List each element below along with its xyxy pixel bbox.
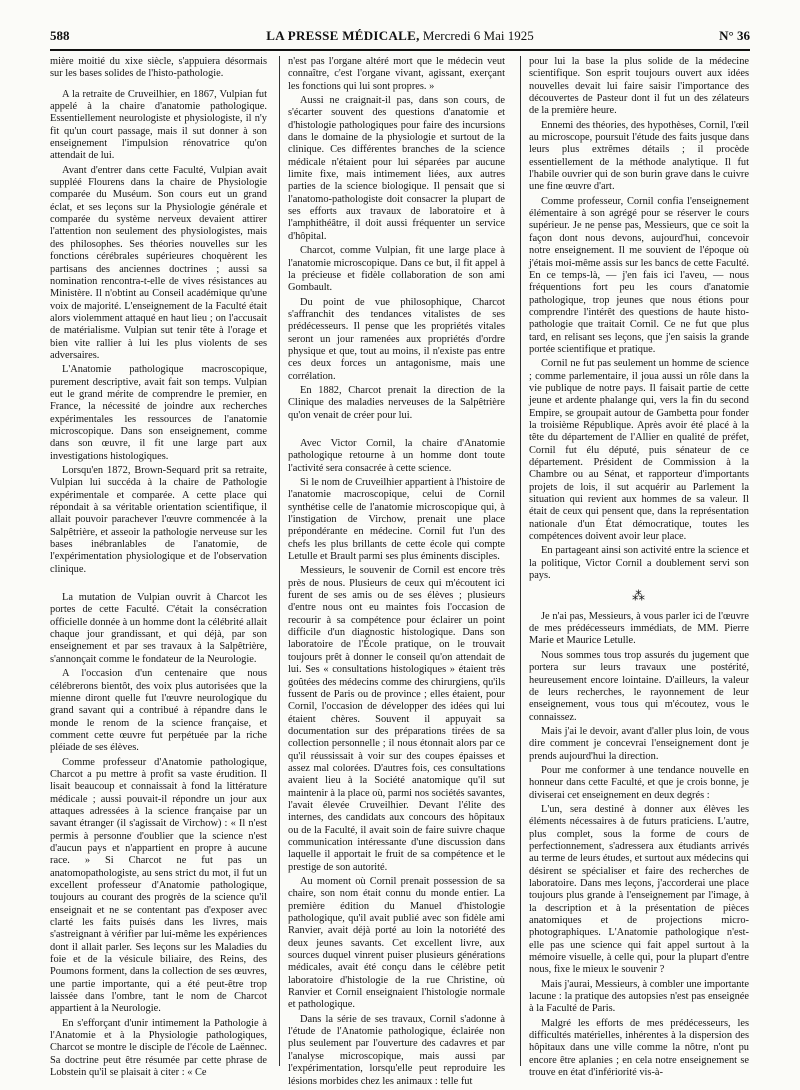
paragraph: Comme professeur, Cornil confia l'enseignement élémentaire à son agrégé pour se réserver le cours supérieur. Je ne pense pas, Messieurs, que ce soit la façon dont nous devons, aujourd'hui, concevoir notre enseignement. Il me souvient de l'époque où j'étais moi-même assis sur les bancs de cette Faculté. En ce temps-là, — j'en fais ici l'aveu, — nous fréquentions fort peu les cours d'anatomie pathologique, trop jeunes que nous étions pour comprendre l'intérêt des questions de haute histo-pathologie que traitait Cornil. Ce ne fut que plus tard, en relisant ses leçons, que j'en saisis la grande portée scientifique et pratique.	[529, 195, 749, 355]
paragraph: L'un, sera destiné à donner aux élèves les éléments nécessaires à de futurs praticiens. L'autre, plus complet, sous la forme de cours de perfectionnement, s'adressera aux étudiants arrivés au terme de leurs études, et surtout aux médecins qui désirent se spécialiser et faire des recherches de laboratoire. Dans mes leçons, j'accorderai une place toujours plus grande à l'enseignement par l'image, à la description et à la présentation de pièces anatomiques et de projections micro-photographiques. L'Anatomie pathologique n'est-elle pas une science qui fait appel surtout à la mémoire visuelle, à celle qui, pour la plupart d'entre nous, fixe le mieux le souvenir ?	[529, 803, 749, 976]
paragraph: Charcot, comme Vulpian, fit une large place à l'anatomie microscopique. Dans ce but, il fit appel à la précieuse et fidèle collaboration de son ami Gombault.	[288, 245, 505, 294]
paragraph: Avant d'entrer dans cette Faculté, Vulpian avait suppléé Flourens dans la chaire de Physiologie comparée du Muséum. Son cours eut un grand éclat, et ses leçons sur la Physiologie générale et comparée du système nerveux devaient attirer l'attention non seulement des physiologistes, mais des philosophes. Ses théories nouvelles sur les fonctions cérébrales supérieures choquèrent les partisans des anciennes doctrines ; aussi sa nomination rencontra-t-elle de vives résistances au Ministère. Il n'obtint au Conseil académique qu'une voix de majorité. L'enseignement de la Faculté était alors violemment attaqué en haut lieu ; on l'accusait de matérialisme. Vulpian sut tenir tête à l'orage et bien vite rallier à lui les plus violents de ses adversaires.	[50, 164, 267, 361]
text-column-3	[529, 56, 749, 1082]
issue-number: N° 36	[719, 28, 750, 43]
paragraph: pour lui la base la plus solide de la médecine scientifique. Son esprit toujours ouvert aux idées nouvelles devait lui faire saisir l'importance des découvertes de Pasteur dont il fut un des zélateurs de la première heure.	[529, 56, 749, 117]
paragraph: Aussi ne craignait-il pas, dans son cours, de s'écarter souvent des questions d'anatomie et d'histologie pathologiques pour faire des incursions dans le domaine de la physiologie et surtout de la clinique. Ces différentes branches de la science médicale n'étaient pour lui séparées par aucune limite fixe, mais intimement liées, aux autres parties de la science biologique. Il pensait que si l'anatomo-pathologiste doit consacrer la plupart de ses efforts aux travaux de laboratoire et à l'amphithéâtre, il doit aussi fréquenter un service d'hôpital.	[288, 95, 505, 242]
header-rule	[50, 49, 750, 51]
paragraph: Nous sommes tous trop assurés du jugement que portera sur leurs travaux une postérité, heureusement encore lointaine. D'ailleurs, la valeur de leurs recherches, le rayonnement de leur enseignement, vous tous qui m'écoutez, vous le connaissez.	[529, 649, 749, 723]
paragraph: Si le nom de Cruveilhier appartient à l'histoire de l'anatomie macroscopique, celui de Cornil synthétise celle de l'anatomie microscopique qui, à l'instigation de Virchow, prenait une place prépondérante en médecine. Cornil fut l'un des chefs les plus brillants de cette école qui compte Letulle et Brault parmi ses plus éminents disciples.	[288, 477, 505, 563]
paragraph: Lorsqu'en 1872, Brown-Sequard prit sa retraite, Vulpian lui succéda à la chaire de Pathologie expérimentale et comparée. A cette place qui répondait à sa véritable orientation scientifique, il allait pouvoir parachever l'œuvre commencée à la Salpêtrière, et asseoir la pathologie nerveuse sur les bases inébranlables de l'anatomie, de l'expérimentation physiologique et de l'observation clinique.	[50, 465, 267, 575]
column-divider	[520, 56, 521, 1066]
paragraph: Pour me conformer à une tendance nouvelle en honneur dans cette Faculté, et que je crois bonne, je diviserai cet enseignement en deux degrés :	[529, 764, 749, 801]
paragraph: Au moment où Cornil prenait possession de sa chaire, son nom était connu du monde entier. La première édition du Manuel d'histologie pathologique, qu'il avait publié avec son fidèle ami Ranvier, avait déjà porté au loin la notoriété des deux jeunes savants. Cet excellent livre, aux sources duquel vinrent puiser plusieurs générations médicales, avait été conçu dans le célèbre petit laboratoire d'histologie de la rue Christine, où Ranvier et Cornil enseignaient l'histologie normale et pathologique.	[288, 876, 505, 1011]
paragraph: Malgré les efforts de mes prédécesseurs, les difficultés matérielles, inhérentes à la dispersion des hôpitaux dans une ville comme la nôtre, n'ont pu encore être aplanies ; en cela notre enseignement se trouve en état d'infériorité vis-à-	[529, 1017, 749, 1079]
paragraph: mière moitié du xixe siècle, s'appuiera désormais sur les bases solides de l'histo-pathologie.	[50, 56, 267, 80]
paragraph: Comme professeur d'Anatomie pathologique, Charcot a pu mettre à profit sa vaste érudition. Il lisait beaucoup et connaissait à fond la littérature médicale ; aussi pouvait-il répondre un jour aux attaques adressées à la science française par un savant étranger (il s'agissait de Virchow) : « Il n'est permis à personne d'oublier que la science n'est d'aucun pays et n'appartient en propre à aucune race. » Si Charcot ne fut pas un anatomopathologiste, au sens strict du mot, il fut un excellent professeur d'Anatomie pathologique, toujours au courant des progrès de la science qu'il enseignait et ne se contentant pas d'exposer avec clarté les faits puisés dans les livres, mais s'astreignant à vérifier par lui-même les expériences dont il allait parler. Ses leçons sur les Maladies du foie et de la vésicule biliaire, des Reins, des Poumons forment, dans la collection de ses œuvres, une partie importante, qui a été peut-être trop laissée dans l'ombre, tant le nom de Charcot appartient à la Neurologie.	[50, 756, 267, 1015]
paragraph: Avec Victor Cornil, la chaire d'Anatomie pathologique retourne à un homme dont toute l'activité sera consacrée à cette science.	[288, 437, 505, 474]
column-divider	[279, 56, 280, 1066]
page-number: 588	[50, 28, 70, 43]
section-ornament: ⁂	[632, 588, 646, 604]
paragraph: Mais j'ai le devoir, avant d'aller plus loin, de vous dire comment je concevrai l'enseignement dont je prends aujourd'hui la direction.	[529, 725, 749, 762]
paragraph: Dans la série de ses travaux, Cornil s'adonne à l'étude de l'Anatomie pathologique, éclairée non plus seulement par l'ouverture des cadavres et par l'analyse microscopique, mais aussi par l'expérimentation, lorsqu'elle peut reproduire les lésions morbides chez les animaux : telle fut	[288, 1013, 505, 1087]
paragraph: La mutation de Vulpian ouvrit à Charcot les portes de cette Faculté. C'était la consécration officielle donnée à un homme dont la célébrité allait chaque jour grandissant, et qui déjà, par son enseignement et par ses travaux à la Salpêtrière, s'annonçait comme le fondateur de la Neurologie.	[50, 592, 267, 665]
paragraph: Ennemi des théories, des hypothèses, Cornil, l'œil au microscope, poursuit l'étude des faits jusque dans leurs plus extrêmes détails ; il procède essentiellement de la méthode analytique. Il fut l'habile ouvrier qui de son burin grave dans le cuivre une fine œuvre d'art.	[529, 119, 749, 193]
running-title	[50, 28, 750, 44]
text-column-1	[50, 56, 267, 1082]
page-header	[50, 28, 750, 46]
paragraph: En partageant ainsi son activité entre la science et la politique, Victor Cornil a doublement servi son pays.	[529, 545, 749, 582]
paragraph: En 1882, Charcot prenait la direction de la Clinique des maladies nerveuses de la Salpêtrière qu'on venait de créer pour lui.	[288, 384, 505, 421]
text-column-2	[288, 56, 505, 1090]
paragraph: Messieurs, le souvenir de Cornil est encore très près de nous. Plusieurs de ceux qui m'écoutent ici furent de ses amis ou de ses élèves ; plusieurs d'entre nous ont eu maintes fois l'occasion de recourir à sa compétence pour éclairer un point difficile d'un diagnostic histologique. Dans son laboratoire de l'École pratique, on le trouvait toujours prêt à donner le conseil qu'on attendait de lui. Ses « consultations histologiques » étaient très goûtées des médecins comme des chirurgiens, qu'ils fussent de Paris ou de province ; elles étaient, pour Cornil, l'occasion de développer des idées qui lui étaient chères. Souvent il appuyait sa documentation sur des préparations tirées de sa collection personnelle ; il nous étonnait alors par ce qu'il réussissait à voir sur des coupes épaisses et assez mal colorées. D'autres fois, ces consultations avaient lieu à la Société anatomique qu'il sut maintenir à la place où, parmi nos sociétés savantes, l'avait élevée Cruveilhier. Devant l'élite des internes, des candidats aux concours des hôpitaux ou de la Faculté, il avait soin de faire suivre chaque communication intéressante d'une discussion dans laquelle il apportait le fruit de sa compétence et le prestige de son autorité.	[288, 565, 505, 873]
paragraph: Du point de vue philosophique, Charcot s'affranchit des tendances vitalistes de ses prédécesseurs. Il pense que les propriétés vitales seront un jour ramenées aux propriétés d'ordre physique et que, tout au moins, il n'existe pas entre ces deux forces un antagonisme, mais une corrélation.	[288, 296, 505, 382]
issue-date: Mercredi 6 Mai 1925	[422, 28, 534, 43]
paragraph: En s'efforçant d'unir intimement la Pathologie à l'Anatomie et à la Physiologie pathologiques, Charcot se montre le disciple de l'école de Laënnec. Sa doctrine peut être résumée par cette phrase de Lobstein qu'il se plaisait à citer : « Ce	[50, 1017, 267, 1079]
paragraph: A l'occasion d'un centenaire que nous célébrerons bientôt, des voix plus autorisées que la mienne diront quelle fut l'œuvre neurologique du grand savant qui a contribué à répandre dans le monde le renom de la science française, et comment cette œuvre fut perpétuée par la riche pléiade de ses élèves.	[50, 668, 267, 754]
paragraph: Cornil ne fut pas seulement un homme de science ; comme parlementaire, il joua aussi un rôle dans la vie publique de notre pays. Il faisait partie de cette jeune et ardente phalange qui, vers la fin du second Empire, se groupait autour de Gambetta pour fonder la troisième République. Après avoir été placé à la tête du département de l'Allier en qualité de préfet, Cornil fut élu député, puis sénateur de ce département. Président de Commission à la Chambre ou au Sénat, et rapporteur d'importants projets de lois, il sut acquérir au Parlement la situation qui revient aux hommes de sa valeur. Il était de ceux qui pensent que, dans la représentation nationale d'un État démocratique, toutes les compétences doivent avoir leur place.	[529, 358, 749, 543]
paragraph: Mais j'aurai, Messieurs, à combler une importante lacune : la pratique des autopsies n'est pas enseignée à la Faculté de Paris.	[529, 978, 749, 1015]
paragraph: L'Anatomie pathologique macroscopique, purement descriptive, avait fait son temps. Vulpian eut le grand mérite de comprendre le premier, en France, la nécessité de joindre aux recherches expérimentales les ressources de l'anatomie microscopique. Dans son enseignement, comme dans son œuvre, il fit une large part aux investigations histologiques.	[50, 364, 267, 462]
paragraph: n'est pas l'organe altéré mort que le médecin veut connaître, c'est l'organe vivant, agissant, exerçant les fonctions qui lui sont propres. »	[288, 56, 505, 92]
journal-title: LA PRESSE MÉDICALE,	[266, 28, 420, 43]
paragraph: Je n'ai pas, Messieurs, à vous parler ici de l'œuvre de mes prédécesseurs immédiats, de MM. Pierre Marie et Maurice Letulle.	[529, 610, 749, 647]
paragraph: A la retraite de Cruveilhier, en 1867, Vulpian fut appelé à la chaire d'anatomie pathologique. Essentiellement neurologiste et physiologiste, il n'y fit qu'un court passage, mais il sut donner à son enseignement l'impulsion rénovatrice qu'on attendait de lui.	[50, 88, 267, 162]
